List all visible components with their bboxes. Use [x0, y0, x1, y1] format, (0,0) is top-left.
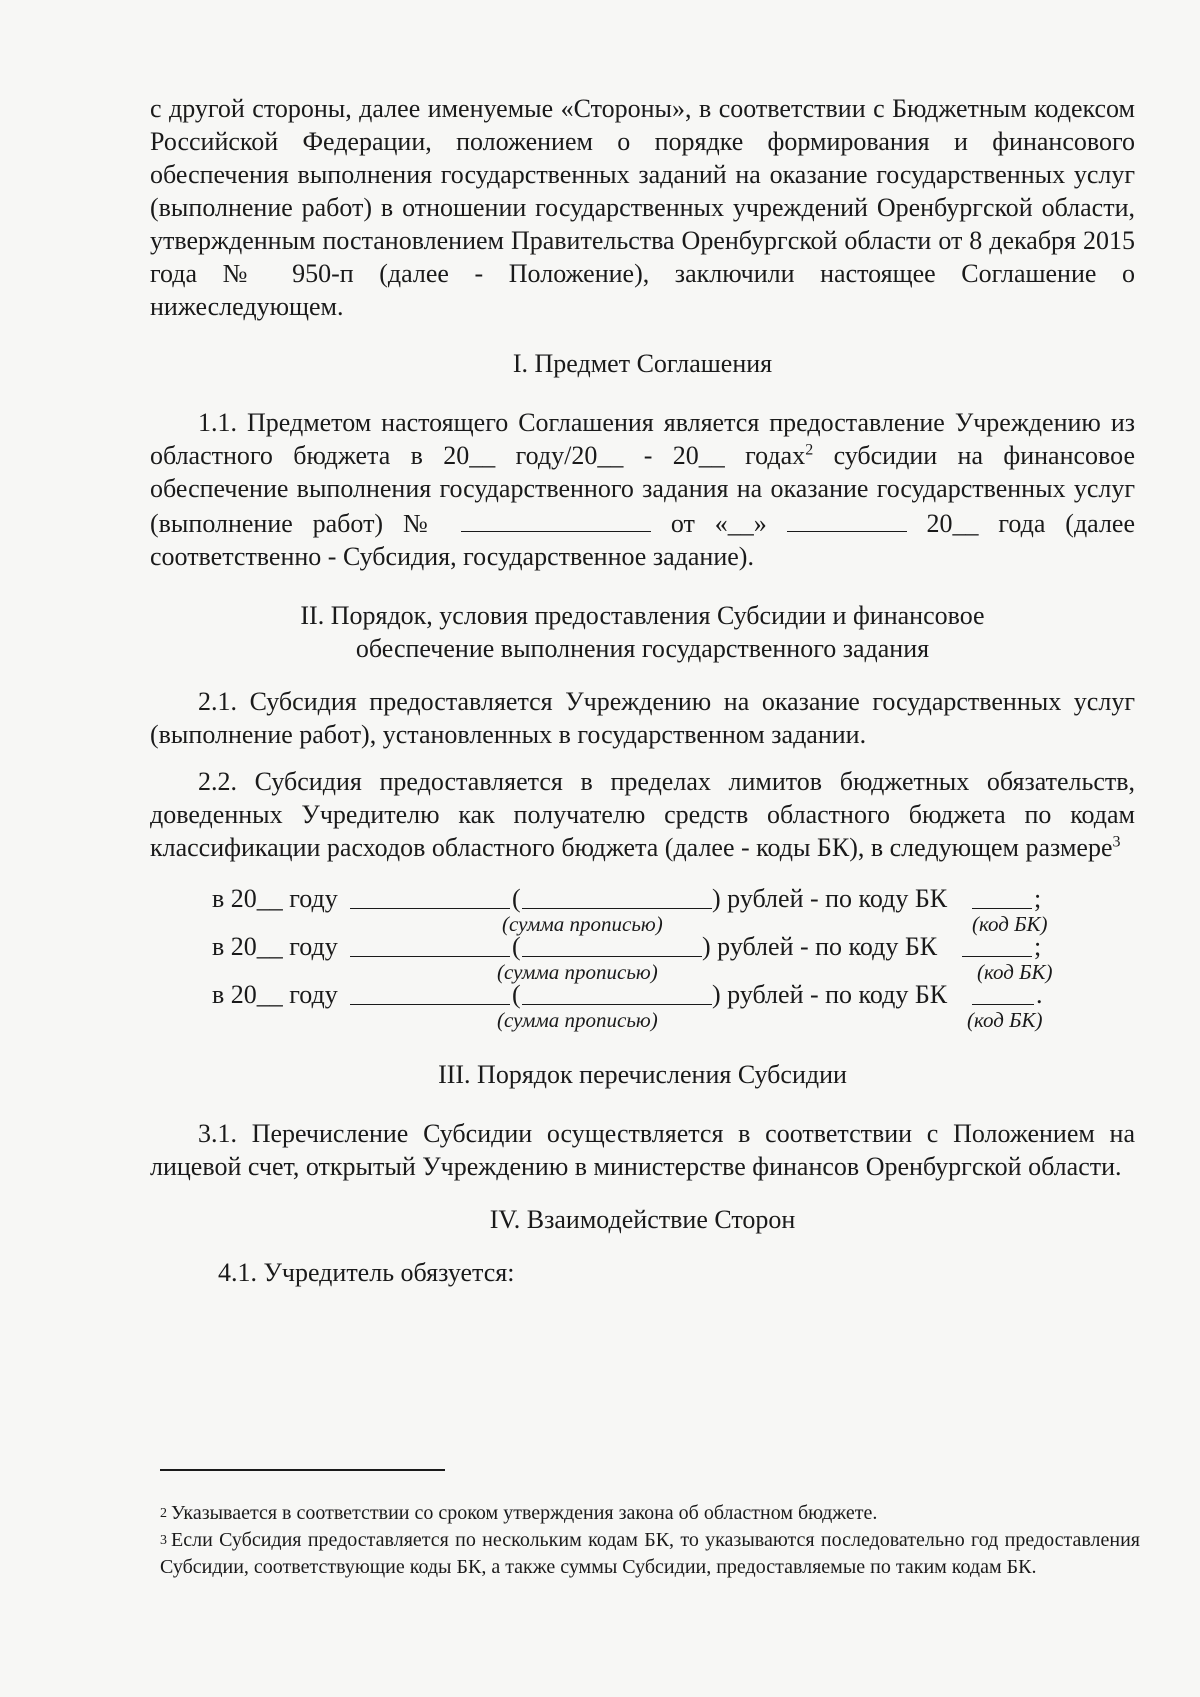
paragraph-2-2-text: 2.2. Субсидия предоставляется в пределах лимитов бюджетных обязательств, доведенных Учредителю как получателю средств областного бюджета по кодам классификации расходов областного бюджета (далее - коды БК), в следующем размере: [150, 767, 1135, 862]
caption-sum-words: (сумма прописью): [497, 1008, 658, 1032]
footnote-2-number: 2: [160, 1506, 167, 1521]
amount-line-2: [212, 930, 1092, 984]
paren-open: (: [512, 884, 521, 913]
footnote-3-text: Если Субсидия предоставляется по нескольким кодам БК, то указываются последовательно год предоставления Субсидии, соответствующие коды БК, а также суммы Субсидии, предоставляемые по таким кодам БК.: [160, 1529, 1140, 1578]
blank-year-amount: [350, 930, 510, 957]
footnote-3: [160, 1527, 1140, 1581]
amount-line-1: [212, 882, 1092, 936]
amount-line-year: в 20__ году: [212, 932, 338, 961]
blank-sum-words: [522, 882, 712, 909]
section-4-title: IV. Взаимодействие Сторон: [489, 1205, 796, 1234]
amount-line-year: в 20__ году: [212, 980, 338, 1009]
paragraph-1-1-part-c: от «__»: [651, 509, 767, 538]
paragraph-1-1: [150, 406, 1135, 573]
footnote-2-text: Указывается в соответствии со сроком утверждения закона об областном бюджете.: [171, 1502, 878, 1524]
footnote-ref-2: 2: [805, 441, 814, 459]
line-end: ;: [1034, 932, 1042, 961]
footnote-3-number: 3: [160, 1533, 167, 1548]
blank-bk-code: [972, 882, 1032, 909]
paren-open: (: [512, 932, 521, 961]
line-end: .: [1036, 980, 1043, 1009]
blank-year-amount: [350, 882, 510, 909]
caption-sum-words: (сумма прописью): [497, 960, 658, 984]
amount-lines: [150, 874, 1135, 1034]
line-end: ;: [1034, 884, 1042, 913]
footnote-separator: [160, 1469, 445, 1471]
paragraph-2-1: 2.1. Субсидия предоставляется Учреждению на оказание государственных услуг (выполнение работ), установленных в государственном задании.: [150, 687, 1135, 749]
amount-line-3: [212, 978, 1092, 1032]
section-3-title: III. Порядок перечисления Субсидии: [438, 1060, 847, 1089]
paragraph-2-2: [150, 765, 1135, 864]
blank-sum-words: [522, 930, 702, 957]
footnotes: [160, 1500, 1140, 1581]
paragraph-1-1-part-d: 20__ года (далее соответственно - Субсидия, государственное задание).: [150, 509, 1135, 571]
paren-open: (: [512, 980, 521, 1009]
rubles-by-code-text: ) рублей - по коду БК: [702, 932, 938, 961]
paragraph-4-1: 4.1. Учредитель обязуется:: [218, 1258, 515, 1287]
blank-month: [787, 505, 907, 532]
paragraph-1-1-part-b: субсидии на финансовое обеспечение выполнения государственного задания на оказание государственных услуг (выполнение работ) №: [150, 441, 1135, 538]
caption-bk-code: (код БК): [967, 1008, 1043, 1032]
blank-bk-code: [972, 978, 1034, 1005]
caption-sum-words: (сумма прописью): [502, 912, 663, 936]
amount-line-year: в 20__ году: [212, 884, 338, 913]
blank-year-amount: [350, 978, 510, 1005]
footnote-2: [160, 1500, 1140, 1527]
intro-paragraph: с другой стороны, далее именуемые «Стороны», в соответствии с Бюджетным кодексом Российской Федерации, положением о порядке формирования и финансового обеспечения выполнения государственных заданий на оказание государственных услуг (выполнение работ) в отношении государственных учреждений Оренбургской области, утвержденным постановлением Правительства Оренбургской области от 8 декабря 2015 года № 950-п (далее - Положение), заключили настоящее Соглашение о нижеследующем.: [150, 94, 1135, 321]
footnote-ref-3: 3: [1112, 833, 1121, 851]
section-1-title: I. Предмет Соглашения: [512, 349, 773, 378]
paragraph-1-1-part-a: 1.1. Предметом настоящего Соглашения является предоставление Учреждению из областного бюджета в 20__ году/20__ - 20__ годах: [150, 408, 1135, 470]
rubles-by-code-text: ) рублей - по коду БК: [712, 980, 948, 1009]
rubles-by-code-text: ) рублей - по коду БК: [712, 884, 948, 913]
caption-bk-code: (код БК): [972, 912, 1048, 936]
blank-sum-words: [522, 978, 712, 1005]
section-2-title-line-1: II. Порядок, условия предоставления Субсидии и финансовое: [300, 601, 985, 630]
section-2-title: [150, 599, 1135, 665]
caption-bk-code: (код БК): [977, 960, 1053, 984]
blank-bk-code: [962, 930, 1032, 957]
section-2-title-line-2: обеспечение выполнения государственного задания: [355, 634, 930, 663]
paragraph-3-1: 3.1. Перечисление Субсидии осуществляется в соответствии с Положением на лицевой счет, открытый Учреждению в министерстве финансов Оренбургской области.: [150, 1119, 1135, 1181]
document-body: [150, 92, 1135, 1303]
blank-number: [461, 505, 651, 532]
